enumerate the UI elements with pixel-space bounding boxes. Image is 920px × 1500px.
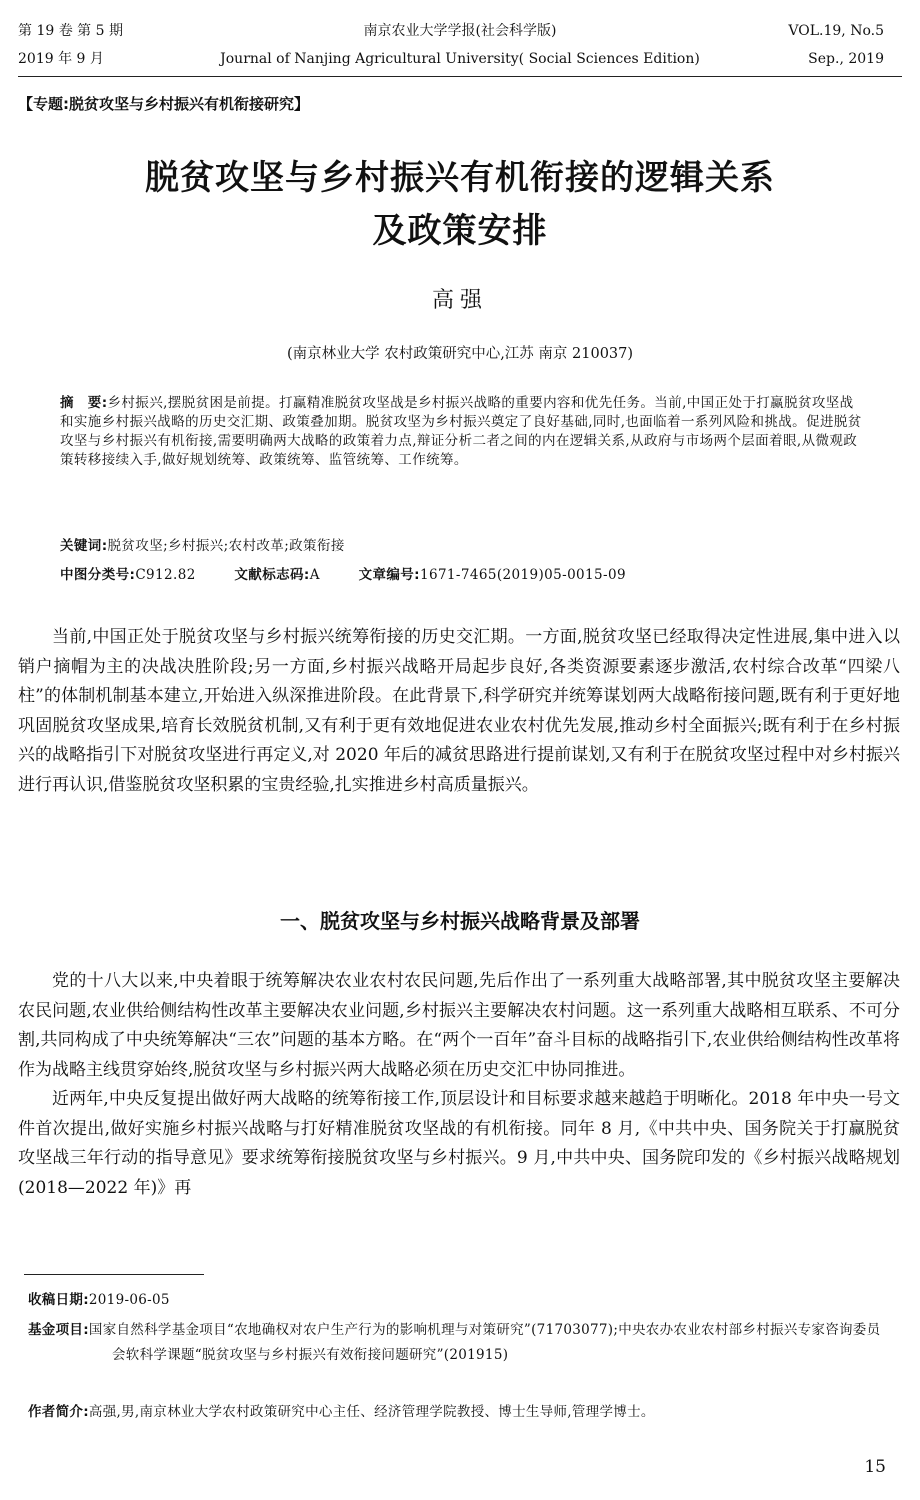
- abstract-label: 摘 要:: [60, 395, 108, 411]
- keywords: [60, 537, 864, 556]
- article-title-line2: 及政策安排: [372, 211, 548, 251]
- intro-section: [18, 623, 900, 800]
- abstract-text: 乡村振兴,摆脱贫困是前提。打赢精准脱贫攻坚战是乡村振兴战略的重要内容和优先任务。当前,中国正处于打赢脱贫攻坚战和实施乡村振兴战略的历史交汇期、政策叠加期。脱贫攻坚为乡村振兴奠定了良好基础,同时,也面临着一系列风险和挑战。促进脱贫攻坚与乡村振兴有机衔接,需要明确两大战略的政策着力点,辩证分析二者之间的内在逻辑关系,从政府与市场两个层面着眼,从微观政策转移接续入手,做好规划统筹、政策统筹、监管统筹、工作统筹。: [60, 395, 862, 468]
- fund-text: 国家自然科学基金项目“农地确权对农户生产行为的影响机理与对策研究”(71703077);中央农办农业农村部乡村振兴专家咨询委员会软科学课题“脱贫攻坚与乡村振兴有效衔接问题研究”(201915): [88, 1322, 881, 1363]
- section-body: [18, 967, 900, 1203]
- author-bio-label: 作者简介:: [28, 1404, 89, 1420]
- received-date: 2019-06-05: [88, 1292, 170, 1308]
- author-name: 高强: [431, 288, 488, 313]
- volume-issue-cn: 第 19 卷 第 5 期: [18, 23, 123, 39]
- journal-name-en: Journal of Nanjing Agricultural University( Social Sciences Edition): [220, 51, 700, 67]
- clc-label: 中图分类号:: [60, 567, 136, 583]
- volume-issue-en: VOL.19, No.5: [788, 23, 884, 39]
- section-paragraph-2: 近两年,中央反复提出做好两大战略的统筹衔接工作,顶层设计和目标要求越来越趋于明晰化。2018 年中央一号文件首次提出,做好实施乡村振兴战略与打好精准脱贫攻坚战的有机衔接。同年 8 月,《中共中央、国务院关于打赢脱贫攻坚战三年行动的指导意见》要求统筹衔接脱贫攻坚与乡村振兴。9 月,中共中央、国务院印发的《乡村振兴战略规划(2018—2022 年)》再: [18, 1089, 900, 1198]
- author-affiliation: (南京林业大学 农村政策研究中心,江苏 南京 210037): [286, 346, 634, 362]
- fund-label: 基金项目:: [28, 1322, 89, 1338]
- intro-paragraph: 当前,中国正处于脱贫攻坚与乡村振兴统筹衔接的历史交汇期。一方面,脱贫攻坚已经取得决定性进展,集中进入以销户摘帽为主的决战决胜阶段;另一方面,乡村振兴战略开局起步良好,各类资源要素逐步激活,农村综合改革“四梁八柱”的体制机制基本建立,开始进入纵深推进阶段。在此背景下,科学研究并统筹谋划两大战略衔接问题,既有利于更好地巩固脱贫攻坚成果,培育长效脱贫机制,又有利于更有效地促进农业农村优先发展,推动乡村全面振兴;既有利于在乡村振兴的战略指引下对脱贫攻坚进行再定义,对 2020 年后的减贫思路进行提前谋划,又有利于在脱贫攻坚过程中对乡村振兴进行再认识,借鉴脱贫攻坚积累的宝贵经验,扎实推进乡村高质量振兴。: [18, 627, 900, 795]
- keywords-text: 脱贫攻坚;乡村振兴;农村改革;政策衔接: [107, 538, 345, 554]
- section-paragraph-1: 党的十八大以来,中央着眼于统筹解决农业农村农民问题,先后作出了一系列重大战略部署,其中脱贫攻坚主要解决农民问题,农业供给侧结构性改革主要解决农业问题,乡村振兴主要解决农村问题。这一系列重大战略相互联系、不可分割,共同构成了中央统筹解决“三农”问题的基本方略。在“两个一百年”奋斗目标的战略指引下,农业供给侧结构性改革将作为战略主线贯穿始终,脱贫攻坚与乡村振兴两大战略必须在历史交汇中协同推进。: [18, 971, 900, 1080]
- header-divider: [18, 76, 902, 77]
- footnote-divider: [24, 1274, 204, 1275]
- abstract: [60, 394, 864, 470]
- footnote-received: [28, 1288, 884, 1313]
- page-number: 15: [864, 1457, 886, 1477]
- article-id-label: 文章编号:: [358, 567, 420, 583]
- doc-code-value: A: [309, 567, 320, 583]
- clc-value: C912.82: [135, 567, 196, 583]
- classification-line: [60, 566, 864, 585]
- section-heading: 一、脱贫攻坚与乡村振兴战略背景及部署: [280, 909, 640, 933]
- keywords-label: 关键词:: [60, 538, 108, 554]
- date-en: Sep., 2019: [808, 51, 884, 67]
- column-label: 【专题:脱贫攻坚与乡村振兴有机衔接研究】: [18, 95, 310, 113]
- article-id-value: 1671-7465(2019)05-0015-09: [419, 567, 626, 583]
- doc-code-label: 文献标志码:: [234, 567, 310, 583]
- footnote-fund: [28, 1318, 884, 1368]
- journal-name-cn: 南京农业大学学报(社会科学版): [363, 23, 557, 39]
- received-label: 收稿日期:: [28, 1292, 89, 1308]
- date-cn: 2019 年 9 月: [18, 51, 104, 67]
- footnote-author: [28, 1400, 884, 1425]
- author-bio-text: 高强,男,南京林业大学农村政策研究中心主任、经济管理学院教授、博士生导师,管理学博士。: [88, 1404, 655, 1420]
- article-title-line1: 脱贫攻坚与乡村振兴有机衔接的逻辑关系: [145, 158, 775, 198]
